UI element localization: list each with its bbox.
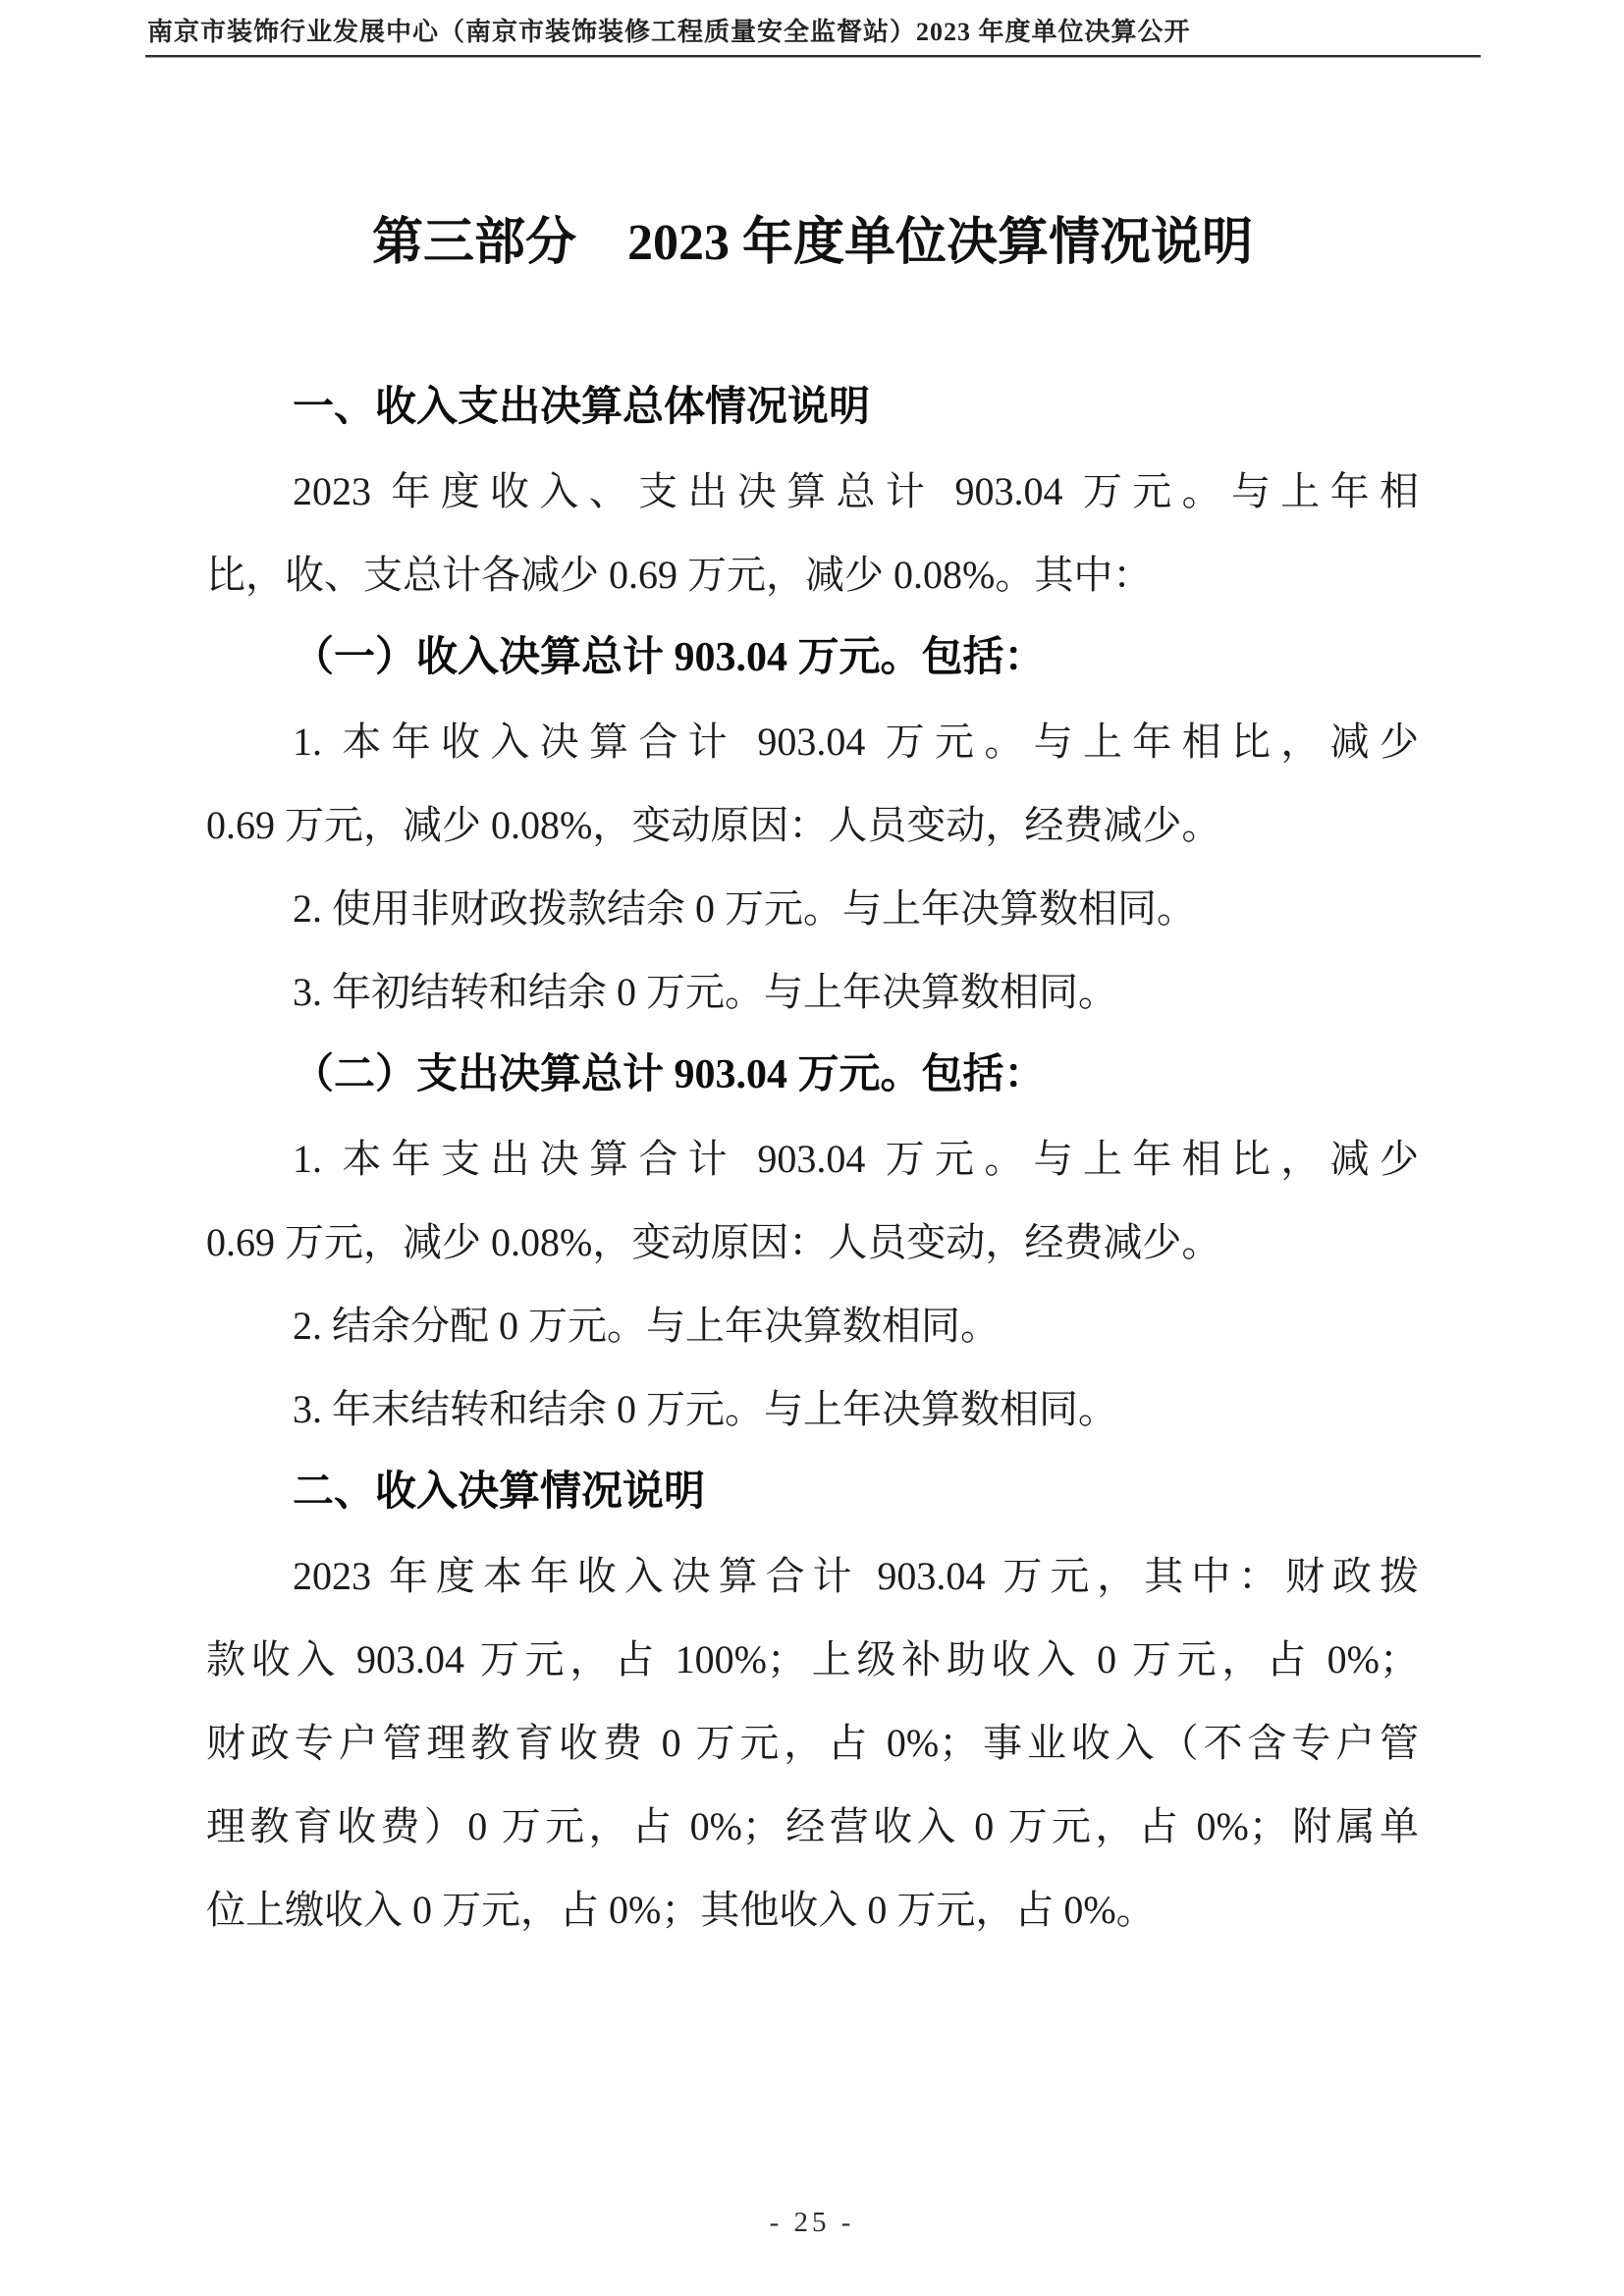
page-header-title: 南京市装饰行业发展中心（南京市装饰装修工程质量安全监督站）2023 年度单位决算公开 [147, 18, 1191, 46]
section-heading-1: 一、收入支出决算总体情况说明 [293, 385, 871, 430]
paragraph-line: 1. 本年收入决算合计 903.04 万元。与上年相比，减少 [293, 720, 1419, 764]
paragraph-line: 2023 年度本年收入决算合计 903.04 万元，其中：财政拨 [293, 1554, 1419, 1598]
paragraph-line: 理教育收费）0 万元，占 0%；经营收入 0 万元，占 0%；附属单 [206, 1804, 1419, 1848]
paragraph-line: 2. 结余分配 0 万元。与上年决算数相同。 [293, 1304, 1000, 1348]
paragraph-line: 财政专户管理教育收费 0 万元，占 0%；事业收入（不含专户管 [206, 1721, 1419, 1765]
paragraph-line: 3. 年初结转和结余 0 万元。与上年决算数相同。 [293, 970, 1117, 1014]
paragraph-line: 款收入 903.04 万元，占 100%；上级补助收入 0 万元，占 0%； [206, 1637, 1419, 1682]
subsection-heading-expense: （二）支出决算总计 903.04 万元。包括： [293, 1052, 1046, 1097]
document-body [206, 201, 1419, 1951]
paragraph-line: 3. 年末结转和结余 0 万元。与上年决算数相同。 [293, 1387, 1117, 1431]
paragraph-line: 2. 使用非财政拨款结余 0 万元。与上年决算数相同。 [293, 886, 1196, 931]
document-title: 第三部分 2023 年度单位决算情况说明 [371, 215, 1253, 271]
paragraph-line: 1. 本年支出决算合计 903.04 万元。与上年相比，减少 [293, 1137, 1419, 1181]
paragraph-line: 比，收、支总计各减少 0.69 万元，减少 0.08%。其中： [206, 553, 1153, 597]
subsection-heading-income: （一）收入决算总计 903.04 万元。包括： [293, 635, 1046, 680]
header-divider [145, 55, 1481, 58]
paragraph-line: 位上缴收入 0 万元，占 0%；其他收入 0 万元，占 0%。 [206, 1888, 1156, 1932]
section-heading-2: 二、收入决算情况说明 [293, 1469, 706, 1515]
paragraph-line: 2023 年度收入、支出决算总计 903.04 万元。与上年相 [293, 469, 1419, 513]
paragraph-line: 0.69 万元，减少 0.08%，变动原因：人员变动，经费减少。 [206, 803, 1221, 847]
paragraph-line: 0.69 万元，减少 0.08%，变动原因：人员变动，经费减少。 [206, 1220, 1221, 1264]
page-number: - 25 - [769, 2207, 855, 2238]
